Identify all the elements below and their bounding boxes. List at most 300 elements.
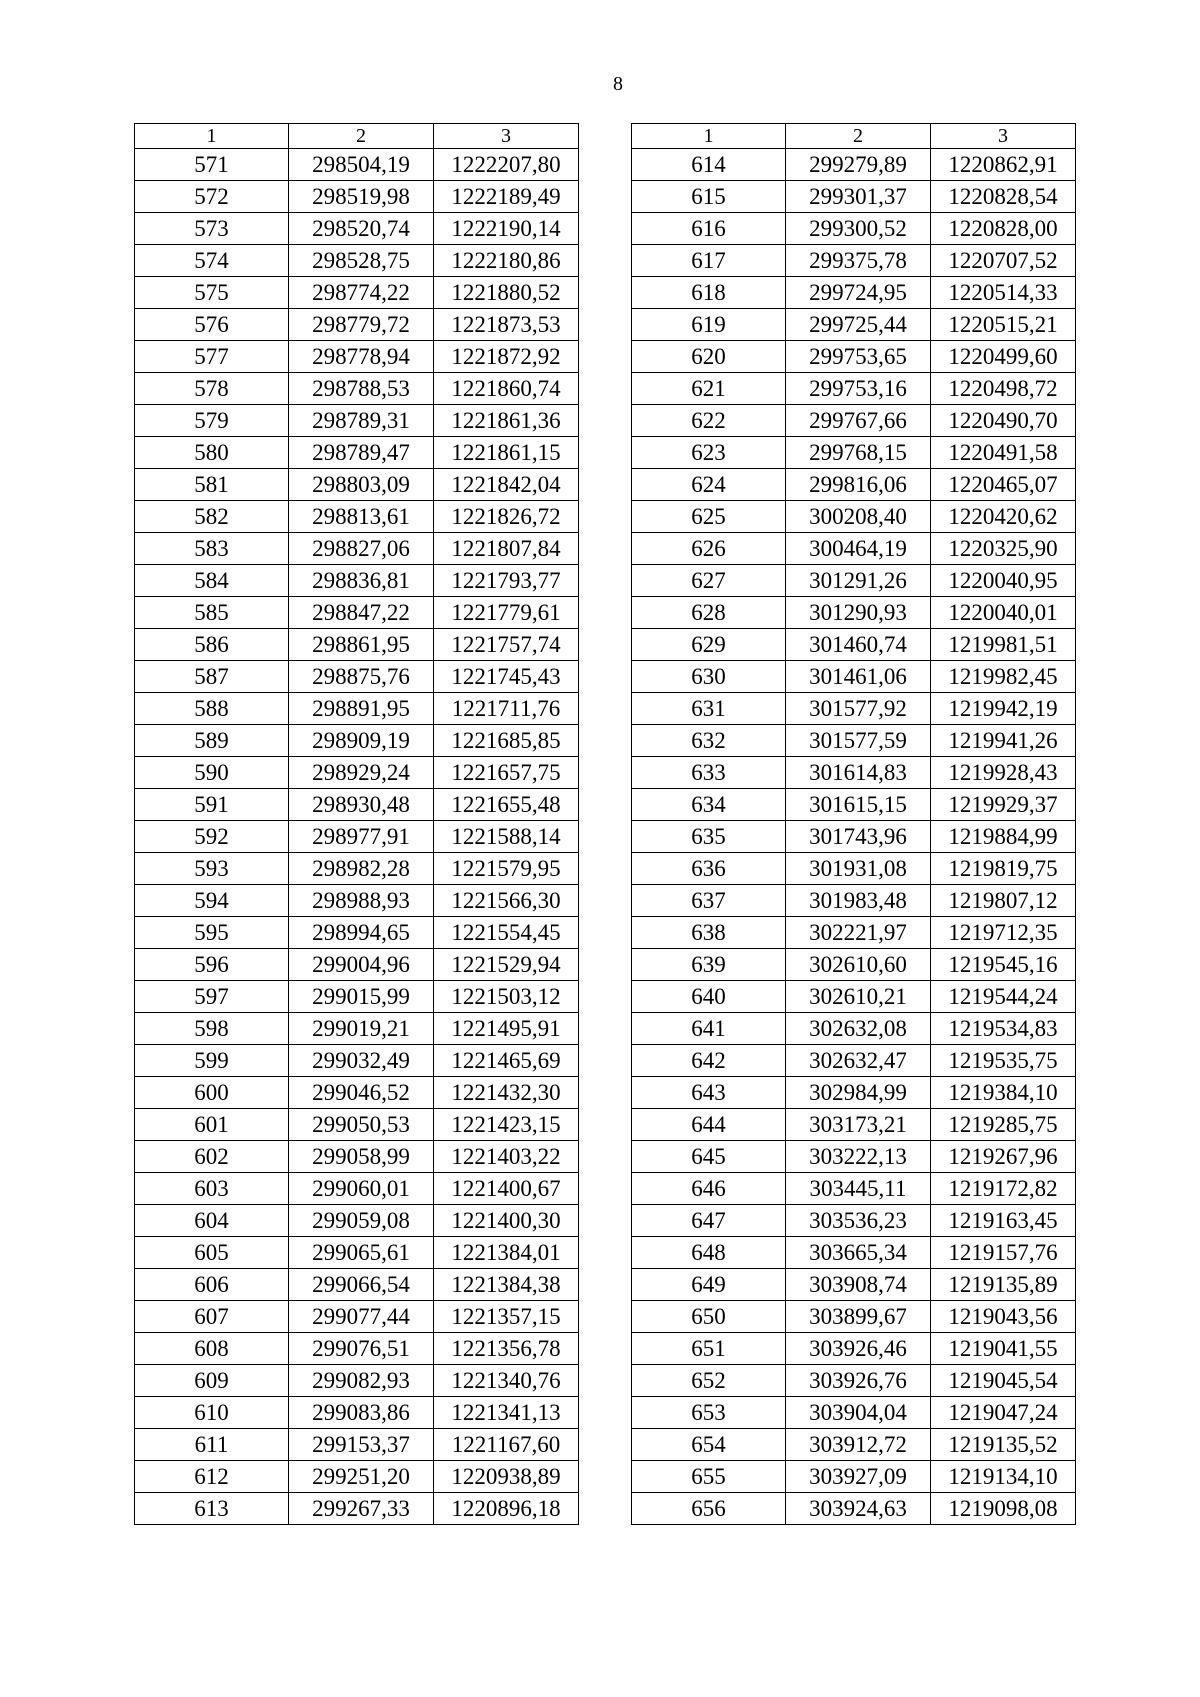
y-coordinate-cell: 1220499,60 — [931, 341, 1076, 373]
point-number-cell: 607 — [135, 1301, 289, 1333]
x-coordinate-cell: 303908,74 — [786, 1269, 931, 1301]
coordinates-table-left — [134, 123, 579, 1525]
point-number-cell: 651 — [632, 1333, 786, 1365]
y-coordinate-cell: 1219285,75 — [931, 1109, 1076, 1141]
table-row — [632, 629, 1076, 661]
table-row — [632, 1269, 1076, 1301]
y-coordinate-cell: 1219981,51 — [931, 629, 1076, 661]
x-coordinate-cell: 302221,97 — [786, 917, 931, 949]
table-row — [632, 693, 1076, 725]
point-number-cell: 596 — [135, 949, 289, 981]
x-coordinate-cell: 301983,48 — [786, 885, 931, 917]
point-number-cell: 648 — [632, 1237, 786, 1269]
table-row — [135, 565, 579, 597]
point-number-cell: 652 — [632, 1365, 786, 1397]
point-number-cell: 590 — [135, 757, 289, 789]
y-coordinate-cell: 1221400,67 — [434, 1173, 579, 1205]
column-header-y: 3 — [434, 124, 579, 149]
x-coordinate-cell: 299300,52 — [786, 213, 931, 245]
point-number-cell: 635 — [632, 821, 786, 853]
x-coordinate-cell: 299082,93 — [289, 1365, 434, 1397]
point-number-cell: 597 — [135, 981, 289, 1013]
table-row — [135, 1173, 579, 1205]
table-row — [632, 565, 1076, 597]
point-number-cell: 585 — [135, 597, 289, 629]
point-number-cell: 576 — [135, 309, 289, 341]
y-coordinate-cell: 1221861,15 — [434, 437, 579, 469]
table-row — [135, 1301, 579, 1333]
x-coordinate-cell: 299251,20 — [289, 1461, 434, 1493]
x-coordinate-cell: 298875,76 — [289, 661, 434, 693]
x-coordinate-cell: 299753,16 — [786, 373, 931, 405]
x-coordinate-cell: 298788,53 — [289, 373, 434, 405]
table-row — [135, 501, 579, 533]
table-row — [135, 1333, 579, 1365]
y-coordinate-cell: 1219928,43 — [931, 757, 1076, 789]
point-number-cell: 650 — [632, 1301, 786, 1333]
table-row — [135, 1109, 579, 1141]
x-coordinate-cell: 299076,51 — [289, 1333, 434, 1365]
table-row — [632, 501, 1076, 533]
point-number-cell: 591 — [135, 789, 289, 821]
point-number-cell: 653 — [632, 1397, 786, 1429]
right-table-body — [632, 124, 1076, 1525]
point-number-cell: 605 — [135, 1237, 289, 1269]
x-coordinate-cell: 300464,19 — [786, 533, 931, 565]
y-coordinate-cell: 1221579,95 — [434, 853, 579, 885]
table-row — [632, 917, 1076, 949]
table-row — [632, 1077, 1076, 1109]
table-row — [135, 341, 579, 373]
y-coordinate-cell: 1221167,60 — [434, 1429, 579, 1461]
y-coordinate-cell: 1220420,62 — [931, 501, 1076, 533]
point-number-cell: 631 — [632, 693, 786, 725]
y-coordinate-cell: 1220896,18 — [434, 1493, 579, 1525]
y-coordinate-cell: 1221861,36 — [434, 405, 579, 437]
x-coordinate-cell: 299768,15 — [786, 437, 931, 469]
point-number-cell: 619 — [632, 309, 786, 341]
x-coordinate-cell: 298789,31 — [289, 405, 434, 437]
x-coordinate-cell: 303536,23 — [786, 1205, 931, 1237]
point-number-cell: 630 — [632, 661, 786, 693]
point-number-cell: 623 — [632, 437, 786, 469]
y-coordinate-cell: 1219534,83 — [931, 1013, 1076, 1045]
x-coordinate-cell: 298988,93 — [289, 885, 434, 917]
y-coordinate-cell: 1221872,92 — [434, 341, 579, 373]
table-row — [632, 373, 1076, 405]
x-coordinate-cell: 298827,06 — [289, 533, 434, 565]
point-number-cell: 601 — [135, 1109, 289, 1141]
y-coordinate-cell: 1221655,48 — [434, 789, 579, 821]
table-row — [632, 789, 1076, 821]
y-coordinate-cell: 1219134,10 — [931, 1461, 1076, 1493]
point-number-cell: 656 — [632, 1493, 786, 1525]
y-coordinate-cell: 1219098,08 — [931, 1493, 1076, 1525]
point-number-cell: 583 — [135, 533, 289, 565]
y-coordinate-cell: 1220040,01 — [931, 597, 1076, 629]
y-coordinate-cell: 1219047,24 — [931, 1397, 1076, 1429]
header-row — [135, 124, 579, 149]
point-number-cell: 642 — [632, 1045, 786, 1077]
table-row — [632, 405, 1076, 437]
y-coordinate-cell: 1221588,14 — [434, 821, 579, 853]
y-coordinate-cell: 1220040,95 — [931, 565, 1076, 597]
point-number-cell: 632 — [632, 725, 786, 757]
y-coordinate-cell: 1219819,75 — [931, 853, 1076, 885]
table-row — [135, 1365, 579, 1397]
table-row — [632, 757, 1076, 789]
y-coordinate-cell: 1219535,75 — [931, 1045, 1076, 1077]
x-coordinate-cell: 298520,74 — [289, 213, 434, 245]
y-coordinate-cell: 1222189,49 — [434, 181, 579, 213]
table-row — [135, 821, 579, 853]
table-row — [135, 437, 579, 469]
x-coordinate-cell: 303665,34 — [786, 1237, 931, 1269]
y-coordinate-cell: 1219267,96 — [931, 1141, 1076, 1173]
table-row — [632, 1173, 1076, 1205]
table-row — [135, 213, 579, 245]
table-row — [135, 309, 579, 341]
x-coordinate-cell: 298861,95 — [289, 629, 434, 661]
table-row — [632, 1109, 1076, 1141]
table-row — [135, 1461, 579, 1493]
x-coordinate-cell: 298779,72 — [289, 309, 434, 341]
point-number-cell: 646 — [632, 1173, 786, 1205]
point-number-cell: 617 — [632, 245, 786, 277]
y-coordinate-cell: 1219172,82 — [931, 1173, 1076, 1205]
x-coordinate-cell: 299725,44 — [786, 309, 931, 341]
x-coordinate-cell: 301931,08 — [786, 853, 931, 885]
y-coordinate-cell: 1220828,00 — [931, 213, 1076, 245]
point-number-cell: 598 — [135, 1013, 289, 1045]
y-coordinate-cell: 1221807,84 — [434, 533, 579, 565]
y-coordinate-cell: 1220498,72 — [931, 373, 1076, 405]
point-number-cell: 584 — [135, 565, 289, 597]
x-coordinate-cell: 299004,96 — [289, 949, 434, 981]
table-row — [135, 1141, 579, 1173]
x-coordinate-cell: 301461,06 — [786, 661, 931, 693]
x-coordinate-cell: 299060,01 — [289, 1173, 434, 1205]
x-coordinate-cell: 301460,74 — [786, 629, 931, 661]
table-row — [135, 1205, 579, 1237]
point-number-cell: 573 — [135, 213, 289, 245]
point-number-cell: 612 — [135, 1461, 289, 1493]
table-row — [632, 1461, 1076, 1493]
table-row — [135, 629, 579, 661]
table-row — [632, 1429, 1076, 1461]
x-coordinate-cell: 298836,81 — [289, 565, 434, 597]
y-coordinate-cell: 1219135,52 — [931, 1429, 1076, 1461]
point-number-cell: 638 — [632, 917, 786, 949]
y-coordinate-cell: 1221495,91 — [434, 1013, 579, 1045]
x-coordinate-cell: 301615,15 — [786, 789, 931, 821]
table-row — [632, 1301, 1076, 1333]
x-coordinate-cell: 299065,61 — [289, 1237, 434, 1269]
point-number-cell: 620 — [632, 341, 786, 373]
point-number-cell: 588 — [135, 693, 289, 725]
y-coordinate-cell: 1221873,53 — [434, 309, 579, 341]
x-coordinate-cell: 298930,48 — [289, 789, 434, 821]
x-coordinate-cell: 298803,09 — [289, 469, 434, 501]
y-coordinate-cell: 1221657,75 — [434, 757, 579, 789]
x-coordinate-cell: 299267,33 — [289, 1493, 434, 1525]
point-number-cell: 613 — [135, 1493, 289, 1525]
y-coordinate-cell: 1221860,74 — [434, 373, 579, 405]
point-number-cell: 644 — [632, 1109, 786, 1141]
point-number-cell: 628 — [632, 597, 786, 629]
y-coordinate-cell: 1219941,26 — [931, 725, 1076, 757]
point-number-cell: 603 — [135, 1173, 289, 1205]
y-coordinate-cell: 1219942,19 — [931, 693, 1076, 725]
table-row — [135, 1013, 579, 1045]
table-row — [135, 1077, 579, 1109]
point-number-cell: 615 — [632, 181, 786, 213]
point-number-cell: 645 — [632, 1141, 786, 1173]
y-coordinate-cell: 1221842,04 — [434, 469, 579, 501]
table-row — [135, 1397, 579, 1429]
x-coordinate-cell: 302632,47 — [786, 1045, 931, 1077]
y-coordinate-cell: 1219982,45 — [931, 661, 1076, 693]
table-row — [135, 1269, 579, 1301]
table-row — [632, 469, 1076, 501]
point-number-cell: 639 — [632, 949, 786, 981]
y-coordinate-cell: 1222190,14 — [434, 213, 579, 245]
x-coordinate-cell: 302610,60 — [786, 949, 931, 981]
point-number-cell: 611 — [135, 1429, 289, 1461]
point-number-cell: 640 — [632, 981, 786, 1013]
y-coordinate-cell: 1221826,72 — [434, 501, 579, 533]
table-row — [632, 1397, 1076, 1429]
x-coordinate-cell: 298528,75 — [289, 245, 434, 277]
table-row — [632, 437, 1076, 469]
table-row — [135, 277, 579, 309]
x-coordinate-cell: 298789,47 — [289, 437, 434, 469]
y-coordinate-cell: 1220491,58 — [931, 437, 1076, 469]
point-number-cell: 641 — [632, 1013, 786, 1045]
page-number: 8 — [613, 73, 623, 95]
table-row — [632, 309, 1076, 341]
point-number-cell: 637 — [632, 885, 786, 917]
x-coordinate-cell: 299066,54 — [289, 1269, 434, 1301]
table-row — [135, 181, 579, 213]
point-number-cell: 618 — [632, 277, 786, 309]
y-coordinate-cell: 1219544,24 — [931, 981, 1076, 1013]
x-coordinate-cell: 299032,49 — [289, 1045, 434, 1077]
x-coordinate-cell: 303924,63 — [786, 1493, 931, 1525]
header-row — [632, 124, 1076, 149]
point-number-cell: 604 — [135, 1205, 289, 1237]
y-coordinate-cell: 1219384,10 — [931, 1077, 1076, 1109]
left-table-body — [135, 124, 579, 1525]
y-coordinate-cell: 1219929,37 — [931, 789, 1076, 821]
table-row — [135, 533, 579, 565]
table-row — [632, 181, 1076, 213]
y-coordinate-cell: 1221566,30 — [434, 885, 579, 917]
y-coordinate-cell: 1221340,76 — [434, 1365, 579, 1397]
x-coordinate-cell: 301577,59 — [786, 725, 931, 757]
x-coordinate-cell: 301577,92 — [786, 693, 931, 725]
y-coordinate-cell: 1220862,91 — [931, 149, 1076, 181]
table-row — [632, 277, 1076, 309]
point-number-cell: 602 — [135, 1141, 289, 1173]
table-row — [632, 1365, 1076, 1397]
table-row — [135, 597, 579, 629]
table-row — [135, 1493, 579, 1525]
coordinates-table-right — [631, 123, 1076, 1525]
x-coordinate-cell: 298909,19 — [289, 725, 434, 757]
x-coordinate-cell: 298813,61 — [289, 501, 434, 533]
table-row — [135, 373, 579, 405]
x-coordinate-cell: 298977,91 — [289, 821, 434, 853]
y-coordinate-cell: 1221423,15 — [434, 1109, 579, 1141]
y-coordinate-cell: 1220325,90 — [931, 533, 1076, 565]
table-row — [632, 1205, 1076, 1237]
y-coordinate-cell: 1219712,35 — [931, 917, 1076, 949]
point-number-cell: 600 — [135, 1077, 289, 1109]
point-number-cell: 614 — [632, 149, 786, 181]
y-coordinate-cell: 1220707,52 — [931, 245, 1076, 277]
table-row — [632, 949, 1076, 981]
x-coordinate-cell: 302984,99 — [786, 1077, 931, 1109]
x-coordinate-cell: 303445,11 — [786, 1173, 931, 1205]
y-coordinate-cell: 1220465,07 — [931, 469, 1076, 501]
table-row — [135, 981, 579, 1013]
table-row — [632, 1013, 1076, 1045]
point-number-cell: 582 — [135, 501, 289, 533]
point-number-cell: 579 — [135, 405, 289, 437]
y-coordinate-cell: 1221384,01 — [434, 1237, 579, 1269]
point-number-cell: 625 — [632, 501, 786, 533]
table-row — [632, 725, 1076, 757]
point-number-cell: 627 — [632, 565, 786, 597]
x-coordinate-cell: 298929,24 — [289, 757, 434, 789]
point-number-cell: 654 — [632, 1429, 786, 1461]
y-coordinate-cell: 1220514,33 — [931, 277, 1076, 309]
column-header-point: 1 — [135, 124, 289, 149]
y-coordinate-cell: 1221341,13 — [434, 1397, 579, 1429]
y-coordinate-cell: 1220515,21 — [931, 309, 1076, 341]
point-number-cell: 594 — [135, 885, 289, 917]
table-row — [135, 469, 579, 501]
x-coordinate-cell: 299077,44 — [289, 1301, 434, 1333]
point-number-cell: 626 — [632, 533, 786, 565]
point-number-cell: 643 — [632, 1077, 786, 1109]
table-row — [135, 693, 579, 725]
x-coordinate-cell: 299279,89 — [786, 149, 931, 181]
y-coordinate-cell: 1220938,89 — [434, 1461, 579, 1493]
x-coordinate-cell: 299059,08 — [289, 1205, 434, 1237]
x-coordinate-cell: 301743,96 — [786, 821, 931, 853]
y-coordinate-cell: 1219163,45 — [931, 1205, 1076, 1237]
y-coordinate-cell: 1221711,76 — [434, 693, 579, 725]
y-coordinate-cell: 1221400,30 — [434, 1205, 579, 1237]
column-header-x: 2 — [786, 124, 931, 149]
x-coordinate-cell: 299083,86 — [289, 1397, 434, 1429]
y-coordinate-cell: 1221685,85 — [434, 725, 579, 757]
x-coordinate-cell: 303173,21 — [786, 1109, 931, 1141]
point-number-cell: 621 — [632, 373, 786, 405]
x-coordinate-cell: 299050,53 — [289, 1109, 434, 1141]
table-row — [632, 213, 1076, 245]
table-row — [632, 661, 1076, 693]
table-row — [135, 1429, 579, 1461]
y-coordinate-cell: 1221880,52 — [434, 277, 579, 309]
y-coordinate-cell: 1222180,86 — [434, 245, 579, 277]
table-row — [135, 917, 579, 949]
table-row — [632, 1333, 1076, 1365]
x-coordinate-cell: 299767,66 — [786, 405, 931, 437]
y-coordinate-cell: 1221384,38 — [434, 1269, 579, 1301]
y-coordinate-cell: 1221403,22 — [434, 1141, 579, 1173]
x-coordinate-cell: 299753,65 — [786, 341, 931, 373]
x-coordinate-cell: 303912,72 — [786, 1429, 931, 1461]
x-coordinate-cell: 298994,65 — [289, 917, 434, 949]
table-row — [632, 1237, 1076, 1269]
x-coordinate-cell: 299046,52 — [289, 1077, 434, 1109]
point-number-cell: 577 — [135, 341, 289, 373]
table-row — [632, 341, 1076, 373]
table-row — [632, 853, 1076, 885]
y-coordinate-cell: 1219545,16 — [931, 949, 1076, 981]
point-number-cell: 636 — [632, 853, 786, 885]
x-coordinate-cell: 298519,98 — [289, 181, 434, 213]
point-number-cell: 634 — [632, 789, 786, 821]
x-coordinate-cell: 299375,78 — [786, 245, 931, 277]
point-number-cell: 608 — [135, 1333, 289, 1365]
point-number-cell: 624 — [632, 469, 786, 501]
x-coordinate-cell: 301290,93 — [786, 597, 931, 629]
x-coordinate-cell: 303899,67 — [786, 1301, 931, 1333]
point-number-cell: 586 — [135, 629, 289, 661]
point-number-cell: 593 — [135, 853, 289, 885]
x-coordinate-cell: 303904,04 — [786, 1397, 931, 1429]
x-coordinate-cell: 302632,08 — [786, 1013, 931, 1045]
y-coordinate-cell: 1221356,78 — [434, 1333, 579, 1365]
point-number-cell: 622 — [632, 405, 786, 437]
table-row — [632, 1493, 1076, 1525]
x-coordinate-cell: 303927,09 — [786, 1461, 931, 1493]
table-row — [135, 245, 579, 277]
x-coordinate-cell: 302610,21 — [786, 981, 931, 1013]
y-coordinate-cell: 1221779,61 — [434, 597, 579, 629]
point-number-cell: 616 — [632, 213, 786, 245]
y-coordinate-cell: 1219135,89 — [931, 1269, 1076, 1301]
y-coordinate-cell: 1222207,80 — [434, 149, 579, 181]
y-coordinate-cell: 1219045,54 — [931, 1365, 1076, 1397]
table-row — [135, 725, 579, 757]
y-coordinate-cell: 1220490,70 — [931, 405, 1076, 437]
table-row — [632, 1141, 1076, 1173]
column-header-y: 3 — [931, 124, 1076, 149]
table-row — [632, 149, 1076, 181]
x-coordinate-cell: 301291,26 — [786, 565, 931, 597]
point-number-cell: 587 — [135, 661, 289, 693]
x-coordinate-cell: 298774,22 — [289, 277, 434, 309]
y-coordinate-cell: 1221503,12 — [434, 981, 579, 1013]
x-coordinate-cell: 303926,46 — [786, 1333, 931, 1365]
point-number-cell: 578 — [135, 373, 289, 405]
table-row — [632, 1045, 1076, 1077]
point-number-cell: 609 — [135, 1365, 289, 1397]
table-row — [135, 789, 579, 821]
x-coordinate-cell: 298504,19 — [289, 149, 434, 181]
point-number-cell: 571 — [135, 149, 289, 181]
point-number-cell: 629 — [632, 629, 786, 661]
table-row — [135, 405, 579, 437]
x-coordinate-cell: 299058,99 — [289, 1141, 434, 1173]
y-coordinate-cell: 1219043,56 — [931, 1301, 1076, 1333]
x-coordinate-cell: 298847,22 — [289, 597, 434, 629]
